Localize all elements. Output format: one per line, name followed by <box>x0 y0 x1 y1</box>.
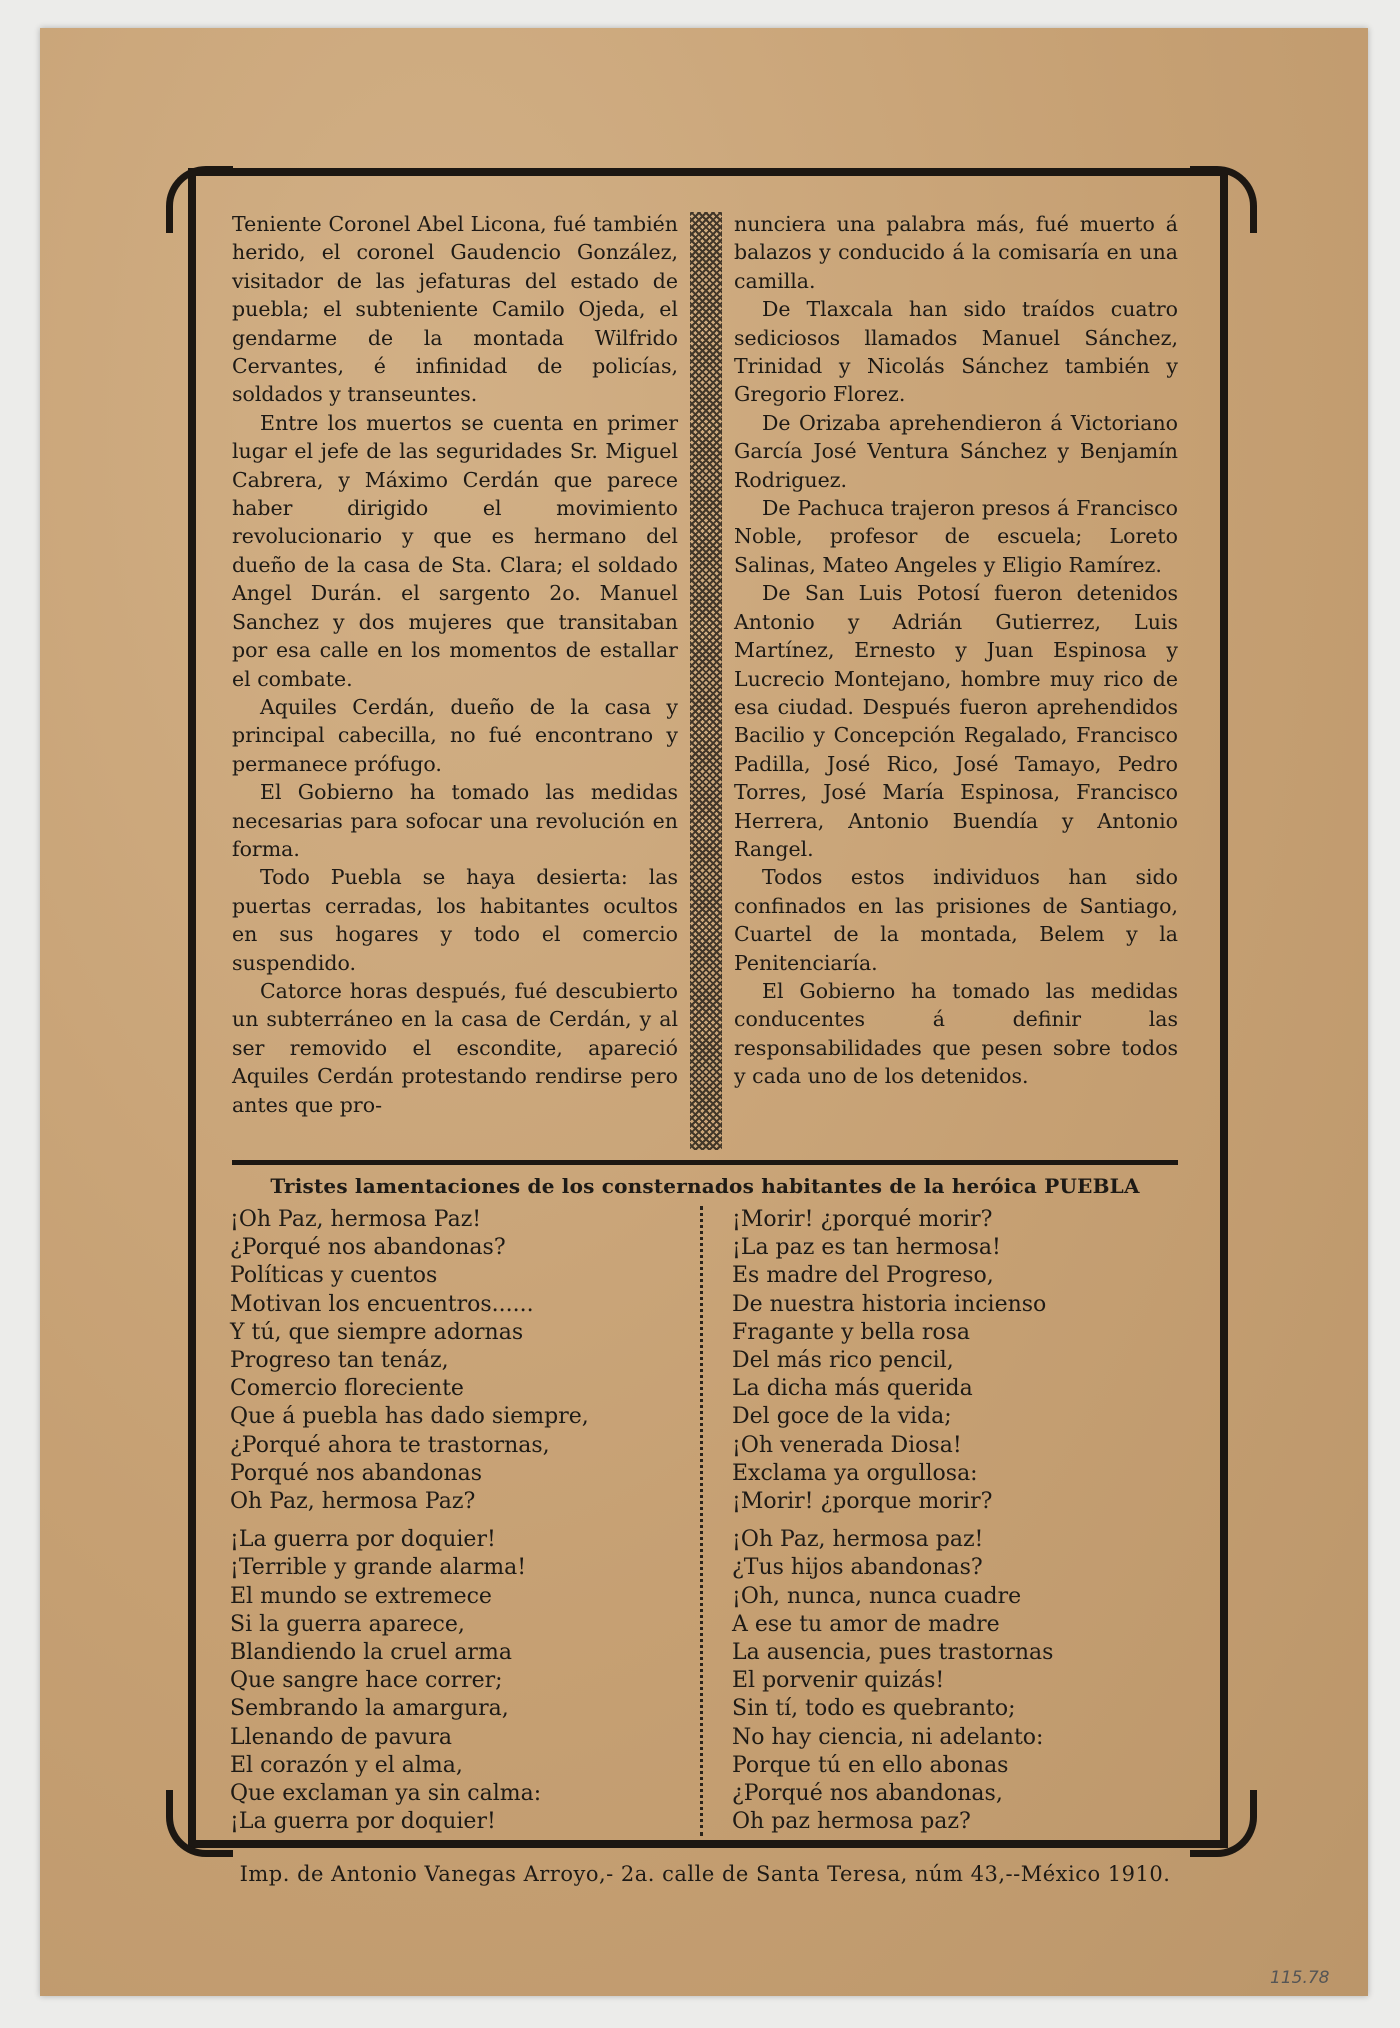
poem-stanza <box>230 1206 690 1516</box>
poem-line: Motivan los encuentros...... <box>230 1291 534 1317</box>
article-paragraph: De Pachuca trajeron presos á Francisco Noble, profesor de escuela; Loreto Salinas, Mateo Angeles y Eligio Ramírez. <box>734 496 1178 577</box>
poem-stanza <box>230 1526 690 1836</box>
poem-line: Si la guerra aparece, <box>230 1611 465 1637</box>
article-paragraph: Aquiles Cerdán, dueño de la casa y principal cabecilla, no fué encontrano y permanece prófugo. <box>232 694 678 776</box>
poem-line: Sin tí, todo es quebranto; <box>732 1696 1016 1722</box>
poem-line: A ese tu amor de madre <box>732 1611 1000 1637</box>
poem-title: Tristes lamentaciones de los consternados habitantes de la heróica PUEBLA <box>270 1174 1140 1198</box>
poem-column-left <box>230 1206 690 1846</box>
poem-line: Del más rico pencil, <box>732 1348 954 1374</box>
poem-line: ¡La guerra por doquier! <box>230 1809 496 1835</box>
article-paragraph: Todo Puebla se haya desierta: las puertas cerradas, los habitantes ocultos en sus hogares y todo el comercio suspendido. <box>232 865 678 975</box>
article-paragraph: Teniente Coronel Abel Licona, fué también herido, el coronel Gaudencio González, visitador de las jefaturas del estado de puebla; el subteniente Camilo Ojeda, el gendarme de la montada Wilfrido Cervantes, é infinidad de policías, soldados y transeuntes. <box>232 212 678 407</box>
poem-line: Progreso tan tenáz, <box>230 1348 449 1374</box>
poem-column-divider <box>700 1206 707 1836</box>
poem-stanza <box>732 1206 1192 1516</box>
poem-line: Es madre del Progreso, <box>732 1263 994 1289</box>
poem-line: ¿Porqué nos abandonas, <box>732 1781 1003 1807</box>
poem-line: El porvenir quizás! <box>732 1668 945 1694</box>
poem-line: La dicha más querida <box>732 1376 973 1402</box>
poem-line: ¿Porqué ahora te trastornas, <box>230 1432 550 1458</box>
poem-line: Sembrando la amargura, <box>230 1696 509 1722</box>
poem-line: El corazón y el alma, <box>230 1752 463 1778</box>
poem-line: Comercio floreciente <box>230 1376 464 1402</box>
poem-column-right <box>732 1206 1192 1846</box>
poem-line: Del goce de la vida; <box>732 1404 952 1430</box>
poem-line: ¡Oh Paz, hermosa Paz! <box>230 1207 482 1232</box>
printer-imprint: Imp. de Antonio Vanegas Arroyo,- 2a. calle de Santa Teresa, núm 43,--México 1910. <box>239 1862 1171 1886</box>
article-column-left <box>232 210 678 1119</box>
article-column-right <box>734 210 1178 1091</box>
article-paragraph: De Orizaba aprehendieron á Victoriano García José Ventura Sánchez y Benjamín Rodriguez. <box>734 410 1178 492</box>
poem-line: ¡Morir! ¿porque morir? <box>732 1489 993 1515</box>
poem-line: ¡Morir! ¿porqué morir? <box>732 1207 993 1232</box>
poem-line: Blandiendo la cruel arma <box>230 1640 512 1666</box>
article-paragraph: nunciera una palabra más, fué muerto á balazos y conducido á la comisaría en una camilla. <box>734 212 1178 293</box>
poem-line: ¡Oh venerada Diosa! <box>732 1432 962 1458</box>
poem-line: El mundo se extremece <box>230 1583 492 1609</box>
article-paragraph: Catorce horas después, fué descubierto un subterráneo en la casa de Cerdán, y al ser removido el escondite, apareció Aquiles Cerdán protestando rendirse pero antes que pro- <box>232 978 678 1117</box>
catalog-number: 115.78 <box>1270 1968 1330 1988</box>
poem-stanza <box>732 1526 1192 1836</box>
poem-line: Y tú, que siempre adornas <box>230 1319 524 1345</box>
poem-line: ¿Tus hijos abandonas? <box>732 1555 983 1581</box>
poem-line: Que exclaman ya sin calma: <box>230 1781 542 1807</box>
poem-line: Que sangre hace correr; <box>230 1668 503 1694</box>
poem-line: ¡La guerra por doquier! <box>230 1527 496 1553</box>
poem-line: No hay ciencia, ni adelanto: <box>732 1724 1044 1750</box>
poem-line: ¡Terrible y grande alarma! <box>230 1555 527 1581</box>
poem-line: ¡La paz es tan hermosa! <box>732 1235 1001 1261</box>
poem-line: Políticas y cuentos <box>230 1263 438 1289</box>
article-paragraph: Todos estos individuos han sido confinados en las prisiones de Santiago, Cuartel de la montada, Belem y la Penitenciaría. <box>734 865 1178 975</box>
poem-line: Porqué nos abandonas <box>230 1460 483 1486</box>
poem-line: ¡Oh Paz, hermosa paz! <box>732 1527 984 1553</box>
poem-line: La ausencia, pues trastornas <box>732 1640 1054 1666</box>
column-divider-ornament <box>690 212 722 1150</box>
poem-line: Fragante y bella rosa <box>732 1319 970 1345</box>
poem-line: De nuestra historia incienso <box>732 1291 1047 1317</box>
poem-line: Oh Paz, hermosa Paz? <box>230 1489 476 1515</box>
article-paragraph: De San Luis Potosí fueron detenidos Antonio y Adrián Gutierrez, Luis Martínez, Ernesto y Juan Espinosa y Lucrecio Montejano, hombre muy rico de esa ciudad. Después fueron aprehendidos Bacilio y Concepción Regalado, Francisco Padilla, José Rico, José Tamayo, Pedro Torres, José María Espinosa, Francisco Herrera, Antonio Buendía y Antonio Rangel. <box>734 581 1178 861</box>
article-paragraph: El Gobierno ha tomado las medidas conducentes á definir las responsabilidades que pesen sobre todos y cada uno de los detenidos. <box>734 978 1178 1089</box>
poem-line: Porque tú en ello abonas <box>732 1752 1009 1778</box>
poem-line: Que á puebla has dado siempre, <box>230 1404 589 1430</box>
poem-line: Llenando de pavura <box>230 1724 452 1750</box>
section-divider <box>232 1160 1178 1165</box>
article-paragraph: De Tlaxcala han sido traídos cuatro sediciosos llamados Manuel Sánchez, Trinidad y Nicolás Sánchez también y Gregorio Florez. <box>734 297 1178 407</box>
poem-line: ¿Porqué nos abandonas? <box>230 1235 506 1261</box>
article-paragraph: El Gobierno ha tomado las medidas necesarias para sofocar una revolución en forma. <box>232 780 678 861</box>
poem-line: ¡Oh, nunca, nunca cuadre <box>732 1583 1022 1609</box>
poem-line: Oh paz hermosa paz? <box>732 1809 971 1835</box>
poem-line: Exclama ya orgullosa: <box>732 1460 978 1486</box>
article-paragraph: Entre los muertos se cuenta en primer lugar el jefe de las seguridades Sr. Miguel Cabrera, y Máximo Cerdán que parece haber dirigido el movimiento revolucionario y que es hermano del dueño de la casa de Sta. Clara; el soldado Angel Durán. el sargento 2o. Manuel Sanchez y dos mujeres que transitaban por esa calle en los momentos de estallar el combate. <box>232 410 678 691</box>
